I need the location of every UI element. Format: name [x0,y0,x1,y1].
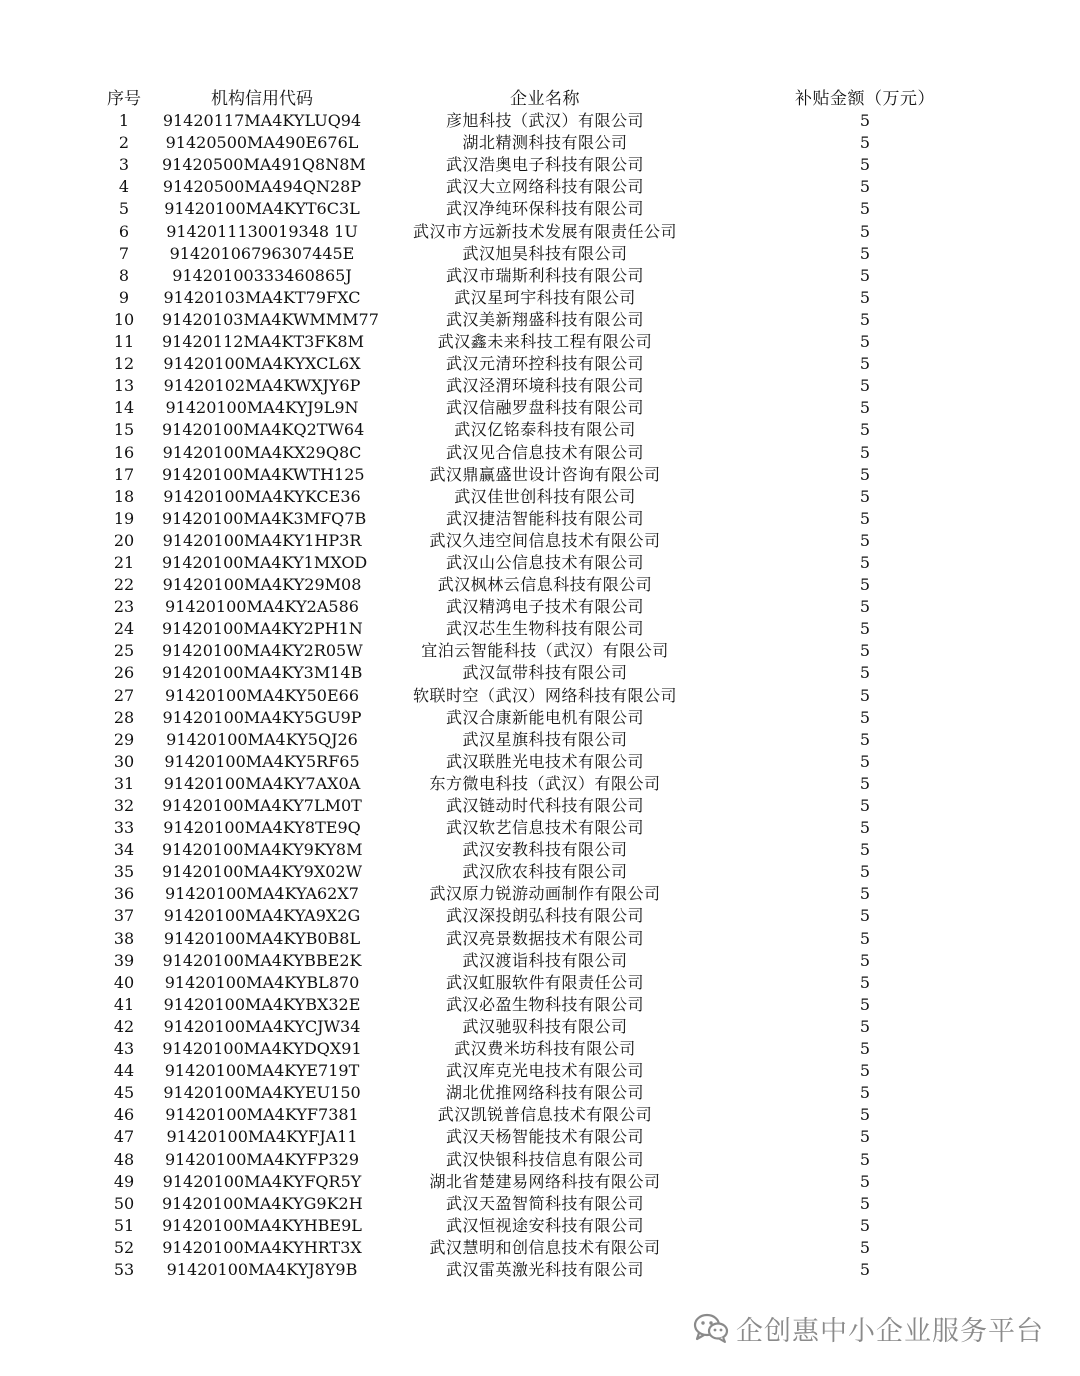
cell-subsidy-amount: 5 [859,177,871,197]
cell-subsidy-amount: 5 [859,1039,871,1059]
cell-company-name: 武汉快银科技信息有限公司 [445,1149,644,1169]
cell-credit-code: 91420103MA4KWMMM77 [162,309,379,329]
cell-company-name: 武汉泾渭环境科技有限公司 [445,376,644,396]
table-row [0,1104,1080,1126]
table-row [0,530,1080,552]
cell-subsidy-amount: 5 [859,641,871,661]
cell-company-name: 武汉慧明和创信息技术有限公司 [429,1237,661,1257]
cell-company-name: 武汉安教科技有限公司 [462,840,628,860]
cell-subsidy-amount: 5 [859,486,871,506]
cell-company-name: 武汉深投朗弘科技有限公司 [445,906,644,926]
table-row [0,375,1080,397]
cell-credit-code: 91420100MA4KYF7381 [165,1105,359,1125]
cell-serial-number: 12 [113,354,135,374]
cell-credit-code: 91420117MA4KYLUQ94 [162,111,362,131]
cell-credit-code: 91420100MA4KYXCL6X [163,354,361,374]
cell-serial-number: 34 [113,840,135,860]
cell-credit-code: 91420100MA4KYFP329 [164,1149,360,1169]
cell-company-name: 武汉渡诣科技有限公司 [462,950,628,970]
cell-subsidy-amount: 5 [859,354,871,374]
cell-credit-code: 91420100MA4KYHRT3X [162,1237,362,1257]
cell-serial-number: 26 [113,663,135,683]
cell-subsidy-amount: 5 [859,420,871,440]
table-row [0,309,1080,331]
cell-subsidy-amount: 5 [859,950,871,970]
table-row [0,773,1080,795]
cell-subsidy-amount: 5 [859,309,871,329]
table-row [0,287,1080,309]
cell-subsidy-amount: 5 [859,685,871,705]
cell-subsidy-amount: 5 [859,376,871,396]
cell-serial-number: 1 [118,111,130,131]
cell-company-name: 彦旭科技（武汉）有限公司 [445,111,644,131]
table-row [0,132,1080,154]
cell-serial-number: 30 [113,751,135,771]
table-row [0,1215,1080,1237]
table-row [0,154,1080,176]
cell-credit-code: 91420100MA4KY50E66 [164,685,360,705]
cell-serial-number: 51 [113,1215,135,1235]
cell-company-name: 武汉美新翔盛科技有限公司 [445,309,644,329]
table-header [0,88,1080,110]
cell-company-name: 武汉市方远新技术发展有限责任公司 [412,221,677,241]
cell-subsidy-amount: 5 [859,552,871,572]
cell-company-name: 武汉枫林云信息科技有限公司 [437,575,653,595]
cell-company-name: 武汉天杨智能技术有限公司 [445,1127,644,1147]
cell-subsidy-amount: 5 [859,287,871,307]
cell-credit-code: 91420100MA4KY2R05W [162,641,363,661]
table-row [0,1259,1080,1281]
cell-serial-number: 21 [113,552,135,572]
cell-serial-number: 31 [113,773,135,793]
cell-serial-number: 38 [113,928,135,948]
cell-serial-number: 44 [113,1061,135,1081]
cell-serial-number: 7 [118,243,130,263]
cell-subsidy-amount: 5 [859,243,871,263]
cell-subsidy-amount: 5 [859,1193,871,1213]
cell-credit-code: 91420100MA4KYA9X2G [163,906,361,926]
header-credit-code: 机构信用代码 [211,89,313,109]
cell-serial-number: 33 [113,818,135,838]
cell-company-name: 武汉精鸿电子技术有限公司 [445,597,644,617]
cell-credit-code: 91420100MA4KY1MXOD [162,552,368,572]
cell-credit-code: 91420100MA4KYEU150 [163,1083,361,1103]
cell-company-name: 武汉欣农科技有限公司 [462,862,628,882]
cell-credit-code: 91420100MA4KYDQX91 [162,1039,362,1059]
table-row [0,817,1080,839]
cell-credit-code: 91420100MA4KY2PH1N [162,619,363,639]
cell-serial-number: 22 [113,575,135,595]
cell-company-name: 武汉浩奥电子科技有限公司 [445,155,644,175]
cell-company-name: 武汉虹服软件有限责任公司 [445,972,644,992]
cell-company-name: 武汉雷英激光科技有限公司 [445,1259,644,1279]
cell-company-name: 武汉星珂宇科技有限公司 [454,287,636,307]
cell-subsidy-amount: 5 [859,663,871,683]
cell-company-name: 武汉见合信息技术有限公司 [445,442,644,462]
cell-subsidy-amount: 5 [859,1237,871,1257]
cell-subsidy-amount: 5 [859,1215,871,1235]
cell-credit-code: 91420100MA4KYBX32E [163,994,361,1014]
table-row [0,707,1080,729]
cell-serial-number: 10 [113,309,135,329]
cell-credit-code: 91420500MA490E676L [165,133,359,153]
cell-credit-code: 91420500MA491Q8N8M [162,155,366,175]
cell-serial-number: 32 [113,796,135,815]
cell-credit-code: 91420100MA4KYJ9L9N [165,398,359,418]
table-row [0,795,1080,817]
cell-subsidy-amount: 5 [859,840,871,860]
cell-serial-number: 42 [113,1016,135,1036]
table-row [0,1149,1080,1171]
cell-serial-number: 9 [118,287,130,307]
cell-company-name: 软联时空（武汉）网络科技有限公司 [412,685,677,705]
cell-credit-code: 91420100MA4KQ2TW64 [162,420,365,440]
cell-subsidy-amount: 5 [859,133,871,153]
cell-company-name: 湖北优推网络科技有限公司 [445,1083,644,1103]
cell-credit-code: 91420100MA4KYT6C3L [164,199,360,219]
cell-serial-number: 16 [113,442,135,462]
cell-credit-code: 91420100333460865J [172,265,352,285]
cell-subsidy-amount: 5 [859,1061,871,1081]
cell-serial-number: 41 [113,994,135,1014]
table-row [0,839,1080,861]
table-row [0,486,1080,508]
cell-credit-code: 91420100MA4KY1HP3R [162,530,362,550]
table-row [0,861,1080,883]
cell-credit-code: 91420100MA4KYKCE36 [163,486,361,506]
table-row [0,685,1080,707]
cell-credit-code: 91420100MA4KWTH125 [162,464,365,484]
table-row [0,1038,1080,1060]
cell-company-name: 湖北省楚建易网络科技有限公司 [429,1171,661,1191]
cell-company-name: 宜泊云智能科技（武汉）有限公司 [421,641,669,661]
cell-credit-code: 91420100MA4KYE719T [164,1061,360,1081]
cell-company-name: 武汉芯生生物科技有限公司 [445,619,644,639]
cell-serial-number: 39 [113,950,135,970]
cell-subsidy-amount: 5 [859,1105,871,1125]
cell-serial-number: 35 [113,862,135,882]
cell-subsidy-amount: 5 [859,464,871,484]
table-row [0,994,1080,1016]
cell-credit-code: 91420100MA4KY5RF65 [164,751,360,771]
cell-company-name: 武汉氙带科技有限公司 [462,663,628,683]
cell-serial-number: 52 [113,1237,135,1257]
watermark-text: 企创惠中小企业服务平台 [736,1315,1044,1347]
table-row [0,1060,1080,1082]
cell-credit-code: 91420100MA4KYG9K2H [162,1193,363,1213]
cell-company-name: 武汉凯锐普信息技术有限公司 [437,1105,653,1125]
cell-company-name: 武汉捷洁智能科技有限公司 [445,508,644,528]
table-row [0,640,1080,662]
cell-credit-code: 91420100MA4KYA62X7 [165,884,359,904]
cell-company-name: 武汉天盈智简科技有限公司 [445,1193,644,1213]
cell-serial-number: 48 [113,1149,135,1169]
cell-company-name: 湖北精测科技有限公司 [462,133,628,153]
cell-serial-number: 17 [113,464,135,484]
cell-credit-code: 91420100MA4KX29Q8C [162,442,362,462]
table-row [0,883,1080,905]
cell-company-name: 武汉佳世创科技有限公司 [454,486,636,506]
header-serial-number: 序号 [107,89,141,109]
cell-subsidy-amount: 5 [859,818,871,838]
cell-serial-number: 40 [113,972,135,992]
cell-subsidy-amount: 5 [859,265,871,285]
cell-credit-code: 91420106796307445E [169,243,355,263]
cell-serial-number: 28 [113,707,135,727]
table-row [0,508,1080,530]
table-row [0,176,1080,198]
cell-company-name: 武汉大立网络科技有限公司 [445,177,644,197]
subsidy-table [0,88,1080,1281]
cell-credit-code: 91420100MA4KYBBE2K [162,950,362,970]
cell-subsidy-amount: 5 [859,1083,871,1103]
cell-credit-code: 91420100MA4KYCJW34 [163,1016,361,1036]
cell-subsidy-amount: 5 [859,1016,871,1036]
table-row [0,464,1080,486]
cell-company-name: 武汉费米坊科技有限公司 [454,1039,636,1059]
cell-subsidy-amount: 5 [859,619,871,639]
table-row [0,972,1080,994]
table-row [0,928,1080,950]
cell-serial-number: 20 [113,530,135,550]
cell-serial-number: 5 [118,199,130,219]
table-row [0,1171,1080,1193]
cell-subsidy-amount: 5 [859,972,871,992]
cell-company-name: 武汉库克光电技术有限公司 [445,1061,644,1081]
cell-credit-code: 91420100MA4KY5QJ26 [166,729,358,749]
cell-credit-code: 91420112MA4KT3FK8M [162,332,364,352]
cell-serial-number: 24 [113,619,135,639]
table-row [0,751,1080,773]
table-row [0,353,1080,375]
cell-company-name: 武汉合康新能电机有限公司 [445,707,644,727]
cell-serial-number: 50 [113,1193,135,1213]
cell-company-name: 武汉信融罗盘科技有限公司 [445,398,644,418]
cell-subsidy-amount: 5 [859,199,871,219]
cell-serial-number: 46 [113,1105,135,1125]
cell-serial-number: 43 [113,1039,135,1059]
cell-serial-number: 49 [113,1171,135,1191]
cell-credit-code: 91420100MA4KY9KY8M [162,840,363,860]
cell-subsidy-amount: 5 [859,597,871,617]
cell-subsidy-amount: 5 [859,1171,871,1191]
cell-subsidy-amount: 5 [859,729,871,749]
cell-credit-code: 91420100MA4KY3M14B [162,663,363,683]
cell-company-name: 武汉鑫未来科技工程有限公司 [437,332,653,352]
cell-subsidy-amount: 5 [859,707,871,727]
cell-subsidy-amount: 5 [859,773,871,793]
table-row [0,331,1080,353]
cell-serial-number: 3 [118,155,130,175]
table-row [0,618,1080,640]
cell-company-name: 武汉元清环控科技有限公司 [445,354,644,374]
cell-subsidy-amount: 5 [859,906,871,926]
table-row [0,596,1080,618]
cell-subsidy-amount: 5 [859,862,871,882]
cell-serial-number: 18 [113,486,135,506]
table-row [0,265,1080,287]
cell-serial-number: 2 [118,133,130,153]
cell-subsidy-amount: 5 [859,1127,871,1147]
cell-company-name: 武汉驰驭科技有限公司 [462,1016,628,1036]
cell-serial-number: 29 [113,729,135,749]
cell-company-name: 武汉亿铭泰科技有限公司 [454,420,636,440]
cell-credit-code: 91420100MA4KYJ8Y9B [166,1259,358,1279]
cell-company-name: 武汉净纯环保科技有限公司 [445,199,644,219]
table-row [0,552,1080,574]
cell-serial-number: 23 [113,597,135,617]
cell-credit-code: 91420100MA4KY7LM0T [162,796,362,815]
cell-subsidy-amount: 5 [859,796,871,815]
cell-subsidy-amount: 5 [859,884,871,904]
table-row [0,905,1080,927]
cell-credit-code: 91420100MA4KYFJA11 [166,1127,358,1147]
table-row [0,1237,1080,1259]
cell-subsidy-amount: 5 [859,111,871,131]
cell-company-name: 武汉亮景数据技术有限公司 [445,928,644,948]
cell-serial-number: 15 [113,420,135,440]
cell-credit-code: 91420103MA4KT79FXC [163,287,361,307]
cell-serial-number: 4 [118,177,130,197]
cell-company-name: 武汉市瑞斯利科技有限公司 [445,265,644,285]
cell-credit-code: 91420100MA4KYHBE9L [162,1215,362,1235]
cell-credit-code: 91420100MA4KY9X02W [162,862,363,882]
cell-subsidy-amount: 5 [859,575,871,595]
table-row [0,574,1080,596]
table-row [0,221,1080,243]
cell-credit-code: 91420100MA4KY29M08 [162,575,362,595]
cell-credit-code: 91420100MA4KYBL870 [164,972,360,992]
cell-subsidy-amount: 5 [859,530,871,550]
cell-company-name: 武汉必盈生物科技有限公司 [445,994,644,1014]
cell-serial-number: 37 [113,906,135,926]
cell-company-name: 武汉山公信息技术有限公司 [445,552,644,572]
cell-company-name: 东方微电科技（武汉）有限公司 [429,773,661,793]
cell-company-name: 武汉软艺信息技术有限公司 [445,818,644,838]
table-row [0,198,1080,220]
cell-serial-number: 6 [118,221,130,241]
cell-credit-code: 91420100MA4KYB0B8L [163,928,361,948]
table-row [0,729,1080,751]
cell-company-name: 武汉鼎赢盛世设计咨询有限公司 [429,464,661,484]
cell-subsidy-amount: 5 [859,221,871,241]
cell-subsidy-amount: 5 [859,442,871,462]
cell-company-name: 武汉久违空间信息技术有限公司 [429,530,661,550]
cell-credit-code: 91420100MA4KY7AX0A [163,773,361,793]
cell-subsidy-amount: 5 [859,928,871,948]
cell-serial-number: 8 [118,265,130,285]
cell-credit-code: 91420500MA494QN28P [162,177,362,197]
cell-credit-code: 91420100MA4KY5GU9P [162,707,362,727]
cell-serial-number: 25 [113,641,135,661]
table-body [0,110,1080,1281]
cell-subsidy-amount: 5 [859,751,871,771]
cell-credit-code: 91420100MA4K3MFQ7B [162,508,367,528]
table-row [0,110,1080,132]
cell-serial-number: 47 [113,1127,135,1147]
table-row [0,243,1080,265]
table-row [0,419,1080,441]
cell-credit-code: 91420102MA4KWXJY6P [163,376,361,396]
cell-serial-number: 14 [113,398,135,418]
cell-subsidy-amount: 5 [859,398,871,418]
cell-serial-number: 27 [113,685,135,705]
cell-subsidy-amount: 5 [859,1259,871,1279]
table-row [0,950,1080,972]
table-row [0,1082,1080,1104]
cell-credit-code: 91420100MA4KY8TE9Q [163,818,361,838]
cell-company-name: 武汉恒视途安科技有限公司 [445,1215,644,1235]
cell-company-name: 武汉链动时代科技有限公司 [445,796,644,815]
cell-company-name: 武汉联胜光电技术有限公司 [445,751,644,771]
cell-serial-number: 19 [113,508,135,528]
cell-company-name: 武汉旭昊科技有限公司 [462,243,628,263]
header-company-name: 企业名称 [510,89,580,109]
cell-serial-number: 11 [113,332,135,352]
table-row [0,1126,1080,1148]
table-row [0,1193,1080,1215]
cell-serial-number: 36 [113,884,135,904]
table-row [0,442,1080,464]
table-row [0,397,1080,419]
cell-credit-code: 9142011130019348 1U [166,221,358,241]
watermark [692,1308,1044,1348]
cell-subsidy-amount: 5 [859,332,871,352]
table-row [0,1016,1080,1038]
cell-subsidy-amount: 5 [859,1149,871,1169]
cell-subsidy-amount: 5 [859,994,871,1014]
cell-serial-number: 53 [113,1259,135,1279]
wechat-icon [692,1312,730,1344]
cell-serial-number: 45 [113,1083,135,1103]
header-subsidy-amount: 补贴金额（万元） [795,89,935,109]
table-row [0,662,1080,684]
cell-subsidy-amount: 5 [859,155,871,175]
cell-company-name: 武汉星旗科技有限公司 [462,729,628,749]
cell-subsidy-amount: 5 [859,508,871,528]
cell-credit-code: 91420100MA4KY2A586 [165,597,359,617]
cell-company-name: 武汉原力锐游动画制作有限公司 [429,884,661,904]
cell-credit-code: 91420100MA4KYFQR5Y [162,1171,362,1191]
cell-serial-number: 13 [113,376,135,396]
